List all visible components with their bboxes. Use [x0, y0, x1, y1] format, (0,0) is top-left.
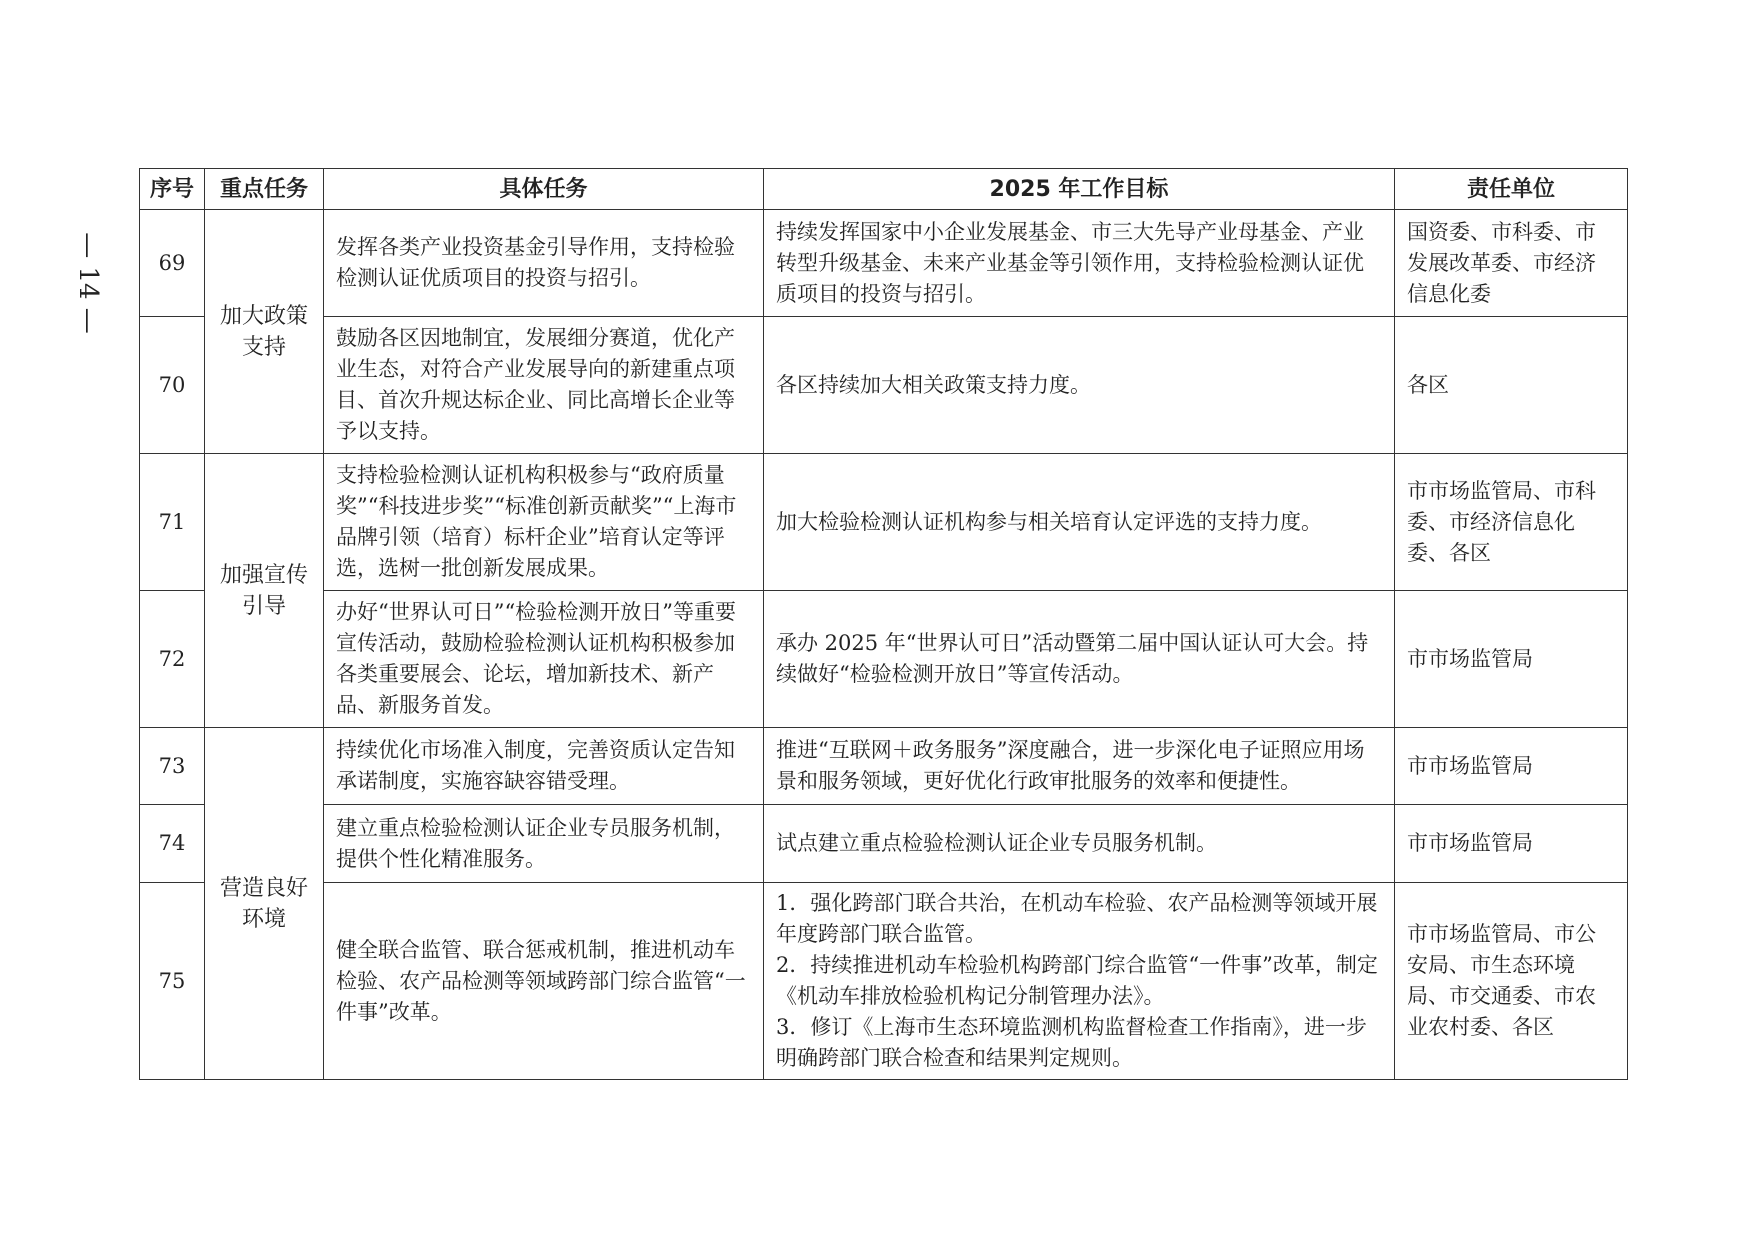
task-table: [139, 168, 1628, 1080]
key-task-group: 加大政策支持: [205, 210, 324, 454]
table-row: [140, 454, 1628, 591]
table-row: [140, 728, 1628, 805]
responsible-unit-cell: 市市场监管局: [1395, 591, 1628, 728]
row-number: 73: [140, 728, 205, 805]
goal-cell: 各区持续加大相关政策支持力度。: [764, 317, 1395, 454]
header-goal: 2025 年工作目标: [764, 169, 1395, 210]
specific-task-cell: 持续优化市场准入制度，完善资质认定告知承诺制度，实施容缺容错受理。: [324, 728, 764, 805]
header-key-task: 重点任务: [205, 169, 324, 210]
goal-item: 1．强化跨部门联合共治，在机动车检验、农产品检测等领域开展年度跨部门联合监管。: [776, 891, 1378, 946]
row-number: 75: [140, 883, 205, 1080]
row-number: 70: [140, 317, 205, 454]
specific-task-cell: 鼓励各区因地制宜，发展细分赛道，优化产业生态，对符合产业发展导向的新建重点项目、首次升规达标企业、同比高增长企业等予以支持。: [324, 317, 764, 454]
specific-task-cell: 健全联合监管、联合惩戒机制，推进机动车检验、农产品检测等领域跨部门综合监管“一件事”改革。: [324, 883, 764, 1080]
specific-task-cell: 办好“世界认可日”“检验检测开放日”等重要宣传活动，鼓励检验检测认证机构积极参加各类重要展会、论坛，增加新技术、新产品、新服务首发。: [324, 591, 764, 728]
table-header-row: [140, 169, 1628, 210]
header-number: 序号: [140, 169, 205, 210]
row-number: 74: [140, 805, 205, 883]
specific-task-cell: 支持检验检测认证机构积极参与“政府质量奖”“科技进步奖”“标准创新贡献奖”“上海市品牌引领（培育）标杆企业”培育认定等评选，选树一批创新发展成果。: [324, 454, 764, 591]
key-task-group: 营造良好环境: [205, 728, 324, 1080]
key-task-group: 加强宣传引导: [205, 454, 324, 728]
responsible-unit-cell: 各区: [1395, 317, 1628, 454]
header-responsible: 责任单位: [1395, 169, 1628, 210]
page-number: — 14 —: [73, 232, 103, 334]
goal-cell: 持续发挥国家中小企业发展基金、市三大先导产业母基金、产业转型升级基金、未来产业基金等引领作用，支持检验检测认证优质项目的投资与招引。: [764, 210, 1395, 317]
goal-cell: 推进“互联网＋政务服务”深度融合，进一步深化电子证照应用场景和服务领域，更好优化行政审批服务的效率和便捷性。: [764, 728, 1395, 805]
row-number: 72: [140, 591, 205, 728]
goal-cell: 承办 2025 年“世界认可日”活动暨第二届中国认证认可大会。持续做好“检验检测开放日”等宣传活动。: [764, 591, 1395, 728]
responsible-unit-cell: 市市场监管局、市科委、市经济信息化委、各区: [1395, 454, 1628, 591]
table-row: [140, 210, 1628, 317]
row-number: 71: [140, 454, 205, 591]
responsible-unit-cell: 市市场监管局: [1395, 805, 1628, 883]
table-row: [140, 883, 1628, 1080]
goal-cell: 试点建立重点检验检测认证企业专员服务机制。: [764, 805, 1395, 883]
goal-item: 2．持续推进机动车检验机构跨部门综合监管“一件事”改革，制定《机动车排放检验机构记分制管理办法》。: [776, 953, 1378, 1008]
table-row: [140, 317, 1628, 454]
table-row: [140, 591, 1628, 728]
responsible-unit-cell: 市市场监管局: [1395, 728, 1628, 805]
responsible-unit-cell: 国资委、市科委、市发展改革委、市经济信息化委: [1395, 210, 1628, 317]
goal-item: 3．修订《上海市生态环境监测机构监督检查工作指南》，进一步明确跨部门联合检查和结果判定规则。: [776, 1015, 1367, 1070]
responsible-unit-cell: 市市场监管局、市公安局、市生态环境局、市交通委、市农业农村委、各区: [1395, 883, 1628, 1080]
goal-cell: [764, 883, 1395, 1080]
header-specific-task: 具体任务: [324, 169, 764, 210]
row-number: 69: [140, 210, 205, 317]
goal-cell: 加大检验检测认证机构参与相关培育认定评选的支持力度。: [764, 454, 1395, 591]
specific-task-cell: 发挥各类产业投资基金引导作用，支持检验检测认证优质项目的投资与招引。: [324, 210, 764, 317]
specific-task-cell: 建立重点检验检测认证企业专员服务机制，提供个性化精准服务。: [324, 805, 764, 883]
table-row: [140, 805, 1628, 883]
